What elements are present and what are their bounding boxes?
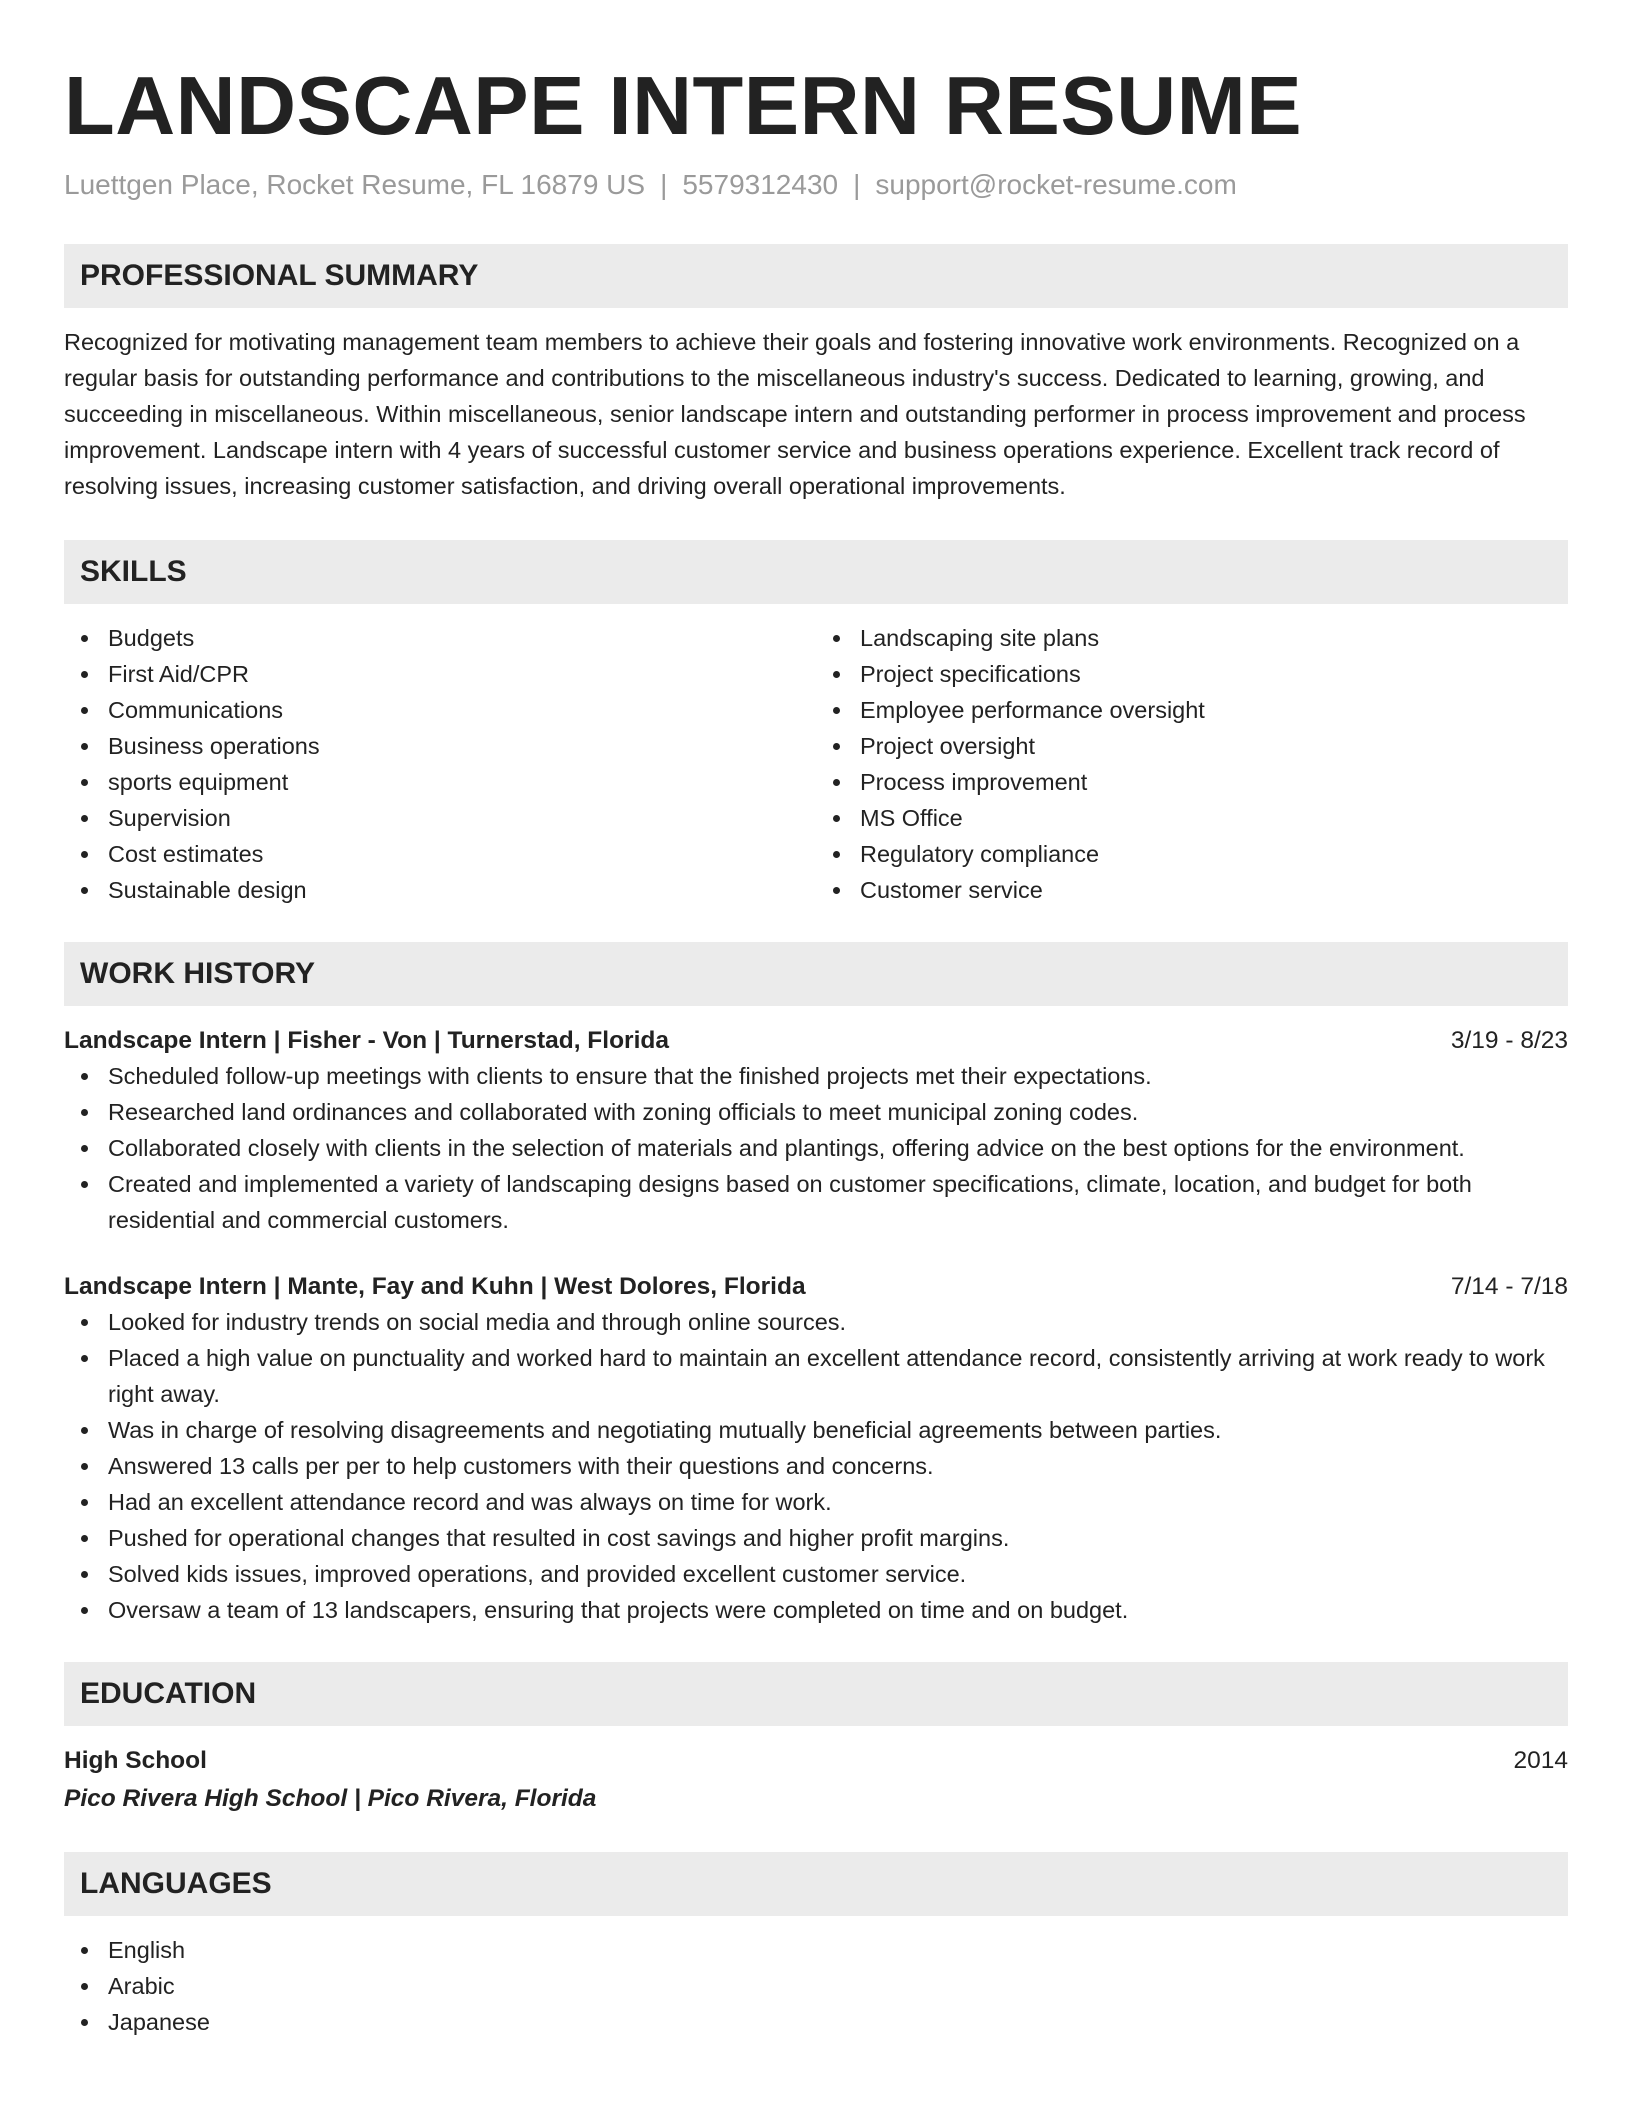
skill-item: Sustainable design	[64, 872, 816, 908]
summary-text: Recognized for motivating management team members to achieve their goals and fostering innovative work environments. Recognized on a regular basis for outstanding performance and contributions to the miscellaneous industry's success. Dedicated to learning, growing, and succeeding in miscellaneous. Within miscellaneous, senior landscape intern and outstanding performer in process improvement and process improvement. Landscape intern with 4 years of successful customer service and business operations experience. Excellent track record of resolving issues, increasing customer satisfaction, and driving overall operational improvements.	[64, 329, 1526, 499]
bullet-icon	[81, 635, 88, 642]
summary-heading: PROFESSIONAL SUMMARY	[64, 244, 1568, 308]
job-entry	[64, 1024, 1568, 1238]
bullet-icon	[81, 1983, 88, 1990]
skills-column-right	[816, 620, 1568, 908]
job-title: Landscape Intern | Mante, Fay and Kuhn | West Dolores, Florida	[64, 1273, 806, 1300]
job-bullets	[64, 1304, 1568, 1628]
bullet-icon	[81, 1571, 88, 1578]
bullet-icon	[81, 1073, 88, 1080]
resume-title: LANDSCAPE INTERN RESUME	[64, 59, 1303, 152]
skills-section	[64, 540, 1568, 908]
skill-item: Employee performance oversight	[816, 692, 1568, 728]
contact-line	[64, 168, 1568, 202]
bullet-icon	[833, 743, 840, 750]
skill-item: Customer service	[816, 872, 1568, 908]
education-section	[64, 1662, 1568, 1816]
language-item: Japanese	[64, 2004, 1568, 2040]
skill-item: Cost estimates	[64, 836, 816, 872]
bullet-icon	[81, 1535, 88, 1542]
work-history-heading: WORK HISTORY	[64, 942, 1568, 1006]
skill-item: Regulatory compliance	[816, 836, 1568, 872]
education-header	[64, 1744, 1568, 1778]
education-year: 2014	[1513, 1747, 1568, 1774]
languages-section	[64, 1852, 1568, 2040]
contact-email: support@rocket-resume.com	[875, 169, 1237, 200]
bullet-icon	[81, 671, 88, 678]
bullet-icon	[81, 1181, 88, 1188]
job-dates: 3/19 - 8/23	[1450, 1027, 1568, 1054]
bullet-icon	[81, 887, 88, 894]
bullet-icon	[81, 2019, 88, 2026]
language-item: Arabic	[64, 1968, 1568, 2004]
skill-item: Project oversight	[816, 728, 1568, 764]
contact-address: Luettgen Place, Rocket Resume, FL 16879 US	[64, 169, 646, 200]
education-degree: High School	[64, 1747, 207, 1774]
bullet-icon	[81, 1607, 88, 1614]
skills-column-left	[64, 620, 816, 908]
job-bullet: Pushed for operational changes that resulted in cost savings and higher profit margins.	[64, 1520, 1568, 1556]
bullet-icon	[833, 707, 840, 714]
job-bullet: Collaborated closely with clients in the selection of materials and plantings, offering advice on the best options for the environment.	[64, 1130, 1568, 1166]
job-bullet: Looked for industry trends on social media and through online sources.	[64, 1304, 1568, 1340]
job-bullet: Oversaw a team of 13 landscapers, ensuring that projects were completed on time and on budget.	[64, 1592, 1568, 1628]
skills-heading: SKILLS	[64, 540, 1568, 604]
language-item: English	[64, 1932, 1568, 1968]
job-bullet: Created and implemented a variety of landscaping designs based on customer specifications, climate, location, and budget for both residential and commercial customers.	[64, 1166, 1568, 1238]
job-header	[64, 1024, 1568, 1058]
skill-item: MS Office	[816, 800, 1568, 836]
bullet-icon	[81, 1947, 88, 1954]
skill-item: Budgets	[64, 620, 816, 656]
bullet-icon	[81, 1319, 88, 1326]
contact-separator: |	[853, 169, 861, 200]
skill-item: Communications	[64, 692, 816, 728]
job-bullet: Was in charge of resolving disagreements and negotiating mutually beneficial agreements between parties.	[64, 1412, 1568, 1448]
job-bullet: Had an excellent attendance record and was always on time for work.	[64, 1484, 1568, 1520]
bullet-icon	[81, 851, 88, 858]
skill-item: Supervision	[64, 800, 816, 836]
skill-item: Landscaping site plans	[816, 620, 1568, 656]
job-bullet: Scheduled follow-up meetings with clients to ensure that the finished projects met their expectations.	[64, 1058, 1568, 1094]
bullet-icon	[81, 1109, 88, 1116]
bullet-icon	[81, 743, 88, 750]
job-bullets	[64, 1058, 1568, 1238]
bullet-icon	[81, 815, 88, 822]
bullet-icon	[81, 707, 88, 714]
bullet-icon	[833, 851, 840, 858]
job-title: Landscape Intern | Fisher - Von | Turnerstad, Florida	[64, 1027, 669, 1054]
education-school: Pico Rivera High School | Pico Rivera, Florida	[64, 1785, 597, 1812]
bullet-icon	[81, 1499, 88, 1506]
contact-separator: |	[660, 169, 668, 200]
skill-item: Business operations	[64, 728, 816, 764]
bullet-icon	[81, 779, 88, 786]
skills-grid	[64, 620, 1568, 908]
skill-item: First Aid/CPR	[64, 656, 816, 692]
job-dates: 7/14 - 7/18	[1450, 1273, 1568, 1300]
bullet-icon	[833, 815, 840, 822]
job-bullet: Answered 13 calls per per to help customers with their questions and concerns.	[64, 1448, 1568, 1484]
summary-section	[64, 244, 1568, 504]
skill-item: Project specifications	[816, 656, 1568, 692]
bullet-icon	[81, 1463, 88, 1470]
job-entry	[64, 1270, 1568, 1628]
bullet-icon	[81, 1355, 88, 1362]
bullet-icon	[833, 887, 840, 894]
skills-list-left	[64, 620, 816, 908]
job-bullet: Solved kids issues, improved operations, and provided excellent customer service.	[64, 1556, 1568, 1592]
skill-item: sports equipment	[64, 764, 816, 800]
bullet-icon	[81, 1427, 88, 1434]
job-bullet: Researched land ordinances and collaborated with zoning officials to meet municipal zoning codes.	[64, 1094, 1568, 1130]
bullet-icon	[833, 635, 840, 642]
skill-item: Process improvement	[816, 764, 1568, 800]
job-header	[64, 1270, 1568, 1304]
skills-list-right	[816, 620, 1568, 908]
work-history-section	[64, 942, 1568, 1628]
bullet-icon	[81, 1145, 88, 1152]
education-heading: EDUCATION	[64, 1662, 1568, 1726]
bullet-icon	[833, 779, 840, 786]
contact-phone: 5579312430	[682, 169, 839, 200]
languages-heading: LANGUAGES	[64, 1852, 1568, 1916]
job-bullet: Placed a high value on punctuality and worked hard to maintain an excellent attendance record, consistently arriving at work ready to work right away.	[64, 1340, 1568, 1412]
languages-list	[64, 1932, 1568, 2040]
bullet-icon	[833, 671, 840, 678]
